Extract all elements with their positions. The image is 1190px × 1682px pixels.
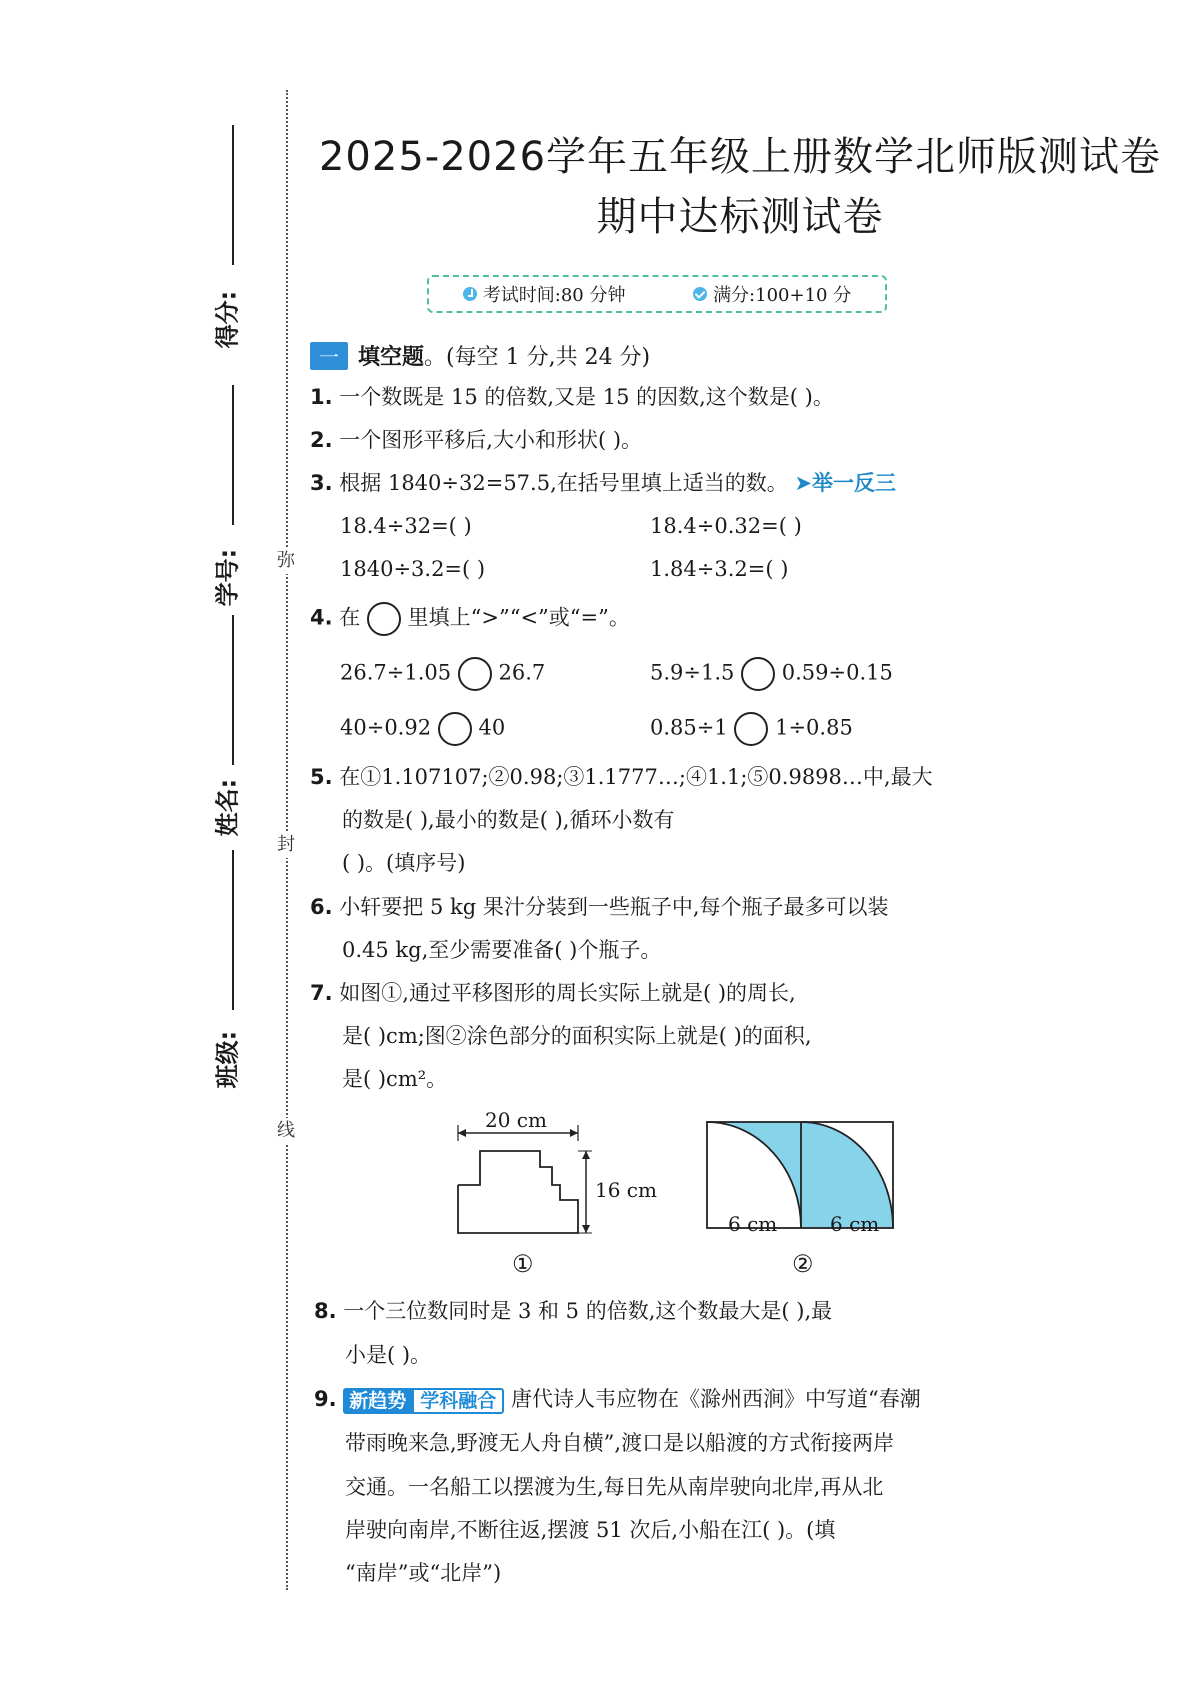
q5-line1: 在①1.107107;②0.98;③1.1777…;④1.1;⑤0.9898…中,最大: [339, 765, 933, 789]
q4-item-b: [650, 657, 893, 691]
q8-line1[interactable]: 一个三位数同时是 3 和 5 的倍数,这个数最大是( ),最: [343, 1299, 833, 1323]
score-label: 得分:: [213, 290, 242, 349]
fig2-left-label: 6 cm: [728, 1212, 778, 1236]
q8-line2[interactable]: 小是( )。: [345, 1343, 432, 1367]
question-number: 5.: [310, 765, 333, 789]
q6-line1: 小轩要把 5 kg 果汁分装到一些瓶子中,每个瓶子最多可以装: [339, 895, 889, 919]
full-score: [693, 281, 851, 307]
q4-a-right: 26.7: [498, 660, 546, 685]
question-number: 4.: [310, 605, 333, 630]
q4-d-left: 0.85÷1: [650, 715, 728, 740]
question-4: [310, 602, 630, 636]
question-1: [310, 382, 834, 412]
question-2: [310, 425, 642, 455]
fig1-arrowhead-right: [570, 1129, 578, 1137]
fig1-arrowhead-top: [582, 1151, 590, 1159]
subject-fusion-tag: 学科融合: [412, 1388, 504, 1414]
question-6: [310, 892, 889, 922]
q3-item-a[interactable]: 18.4÷32=( ): [340, 514, 472, 538]
fig2-right-label: 6 cm: [830, 1212, 880, 1236]
question-number: 9.: [314, 1387, 337, 1411]
q4-d-right: 1÷0.85: [775, 715, 853, 740]
q4-item-a: [340, 657, 545, 691]
question-7: [310, 978, 796, 1008]
question-number: 2.: [310, 428, 333, 452]
q4-b-left: 5.9÷1.5: [650, 660, 735, 685]
q4-c-right: 40: [478, 715, 506, 740]
q6-line2[interactable]: 0.45 kg,至少需要准备( )个瓶子。: [342, 938, 662, 962]
fig1-height-label: 16 cm: [595, 1178, 657, 1202]
fig1-arrowhead-bottom: [582, 1225, 590, 1233]
exam-time-text: 考试时间:80 分钟: [482, 285, 626, 306]
name-label: 姓名:: [213, 778, 242, 837]
seal-char-feng: 封: [273, 832, 299, 858]
section-title: 填空题: [358, 345, 425, 370]
page-title: 2025-2026学年五年级上册数学北师版测试卷: [318, 134, 1162, 180]
question-text-after: 里填上“>”“<”或“=”。: [407, 605, 630, 630]
question-3: [310, 468, 896, 498]
fig1-arrowhead-left: [458, 1129, 466, 1137]
score-line[interactable]: [232, 125, 234, 265]
q4-item-c: [340, 712, 505, 746]
full-score-text: 满分:100+10 分: [713, 285, 852, 306]
question-number: 6.: [310, 895, 333, 919]
fig1-label: ①: [512, 1250, 534, 1278]
student-number-label: 学号:: [213, 548, 242, 607]
question-text[interactable]: 一个图形平移后,大小和形状( )。: [339, 428, 643, 452]
q9-line1: 唐代诗人韦应物在《滁州西涧》中写道“春潮: [511, 1387, 921, 1411]
question-number: 8.: [314, 1299, 337, 1323]
check-icon: [693, 287, 707, 301]
q4-c-left: 40÷0.92: [340, 715, 432, 740]
section-note: 。(每空 1 分,共 24 分): [424, 345, 651, 370]
clock-icon: [463, 287, 477, 301]
q7-line2[interactable]: 是( )cm;图②涂色部分的面积实际上就是( )的面积,: [342, 1024, 812, 1048]
q3-item-d[interactable]: 1.84÷3.2=( ): [650, 557, 789, 581]
compare-circle-d[interactable]: [734, 712, 768, 746]
q9-line3: 交通。一名船工以摆渡为生,每日先从南岸驶向北岸,再从北: [345, 1475, 884, 1499]
student-number-line[interactable]: [232, 385, 234, 525]
question-text[interactable]: 一个数既是 15 的倍数,又是 15 的因数,这个数是( )。: [339, 385, 834, 409]
q4-b-right: 0.59÷0.15: [781, 660, 893, 685]
question-text: 根据 1840÷32=57.5,在括号里填上适当的数。: [339, 471, 788, 495]
section-header: [310, 340, 650, 371]
section-badge: 一: [310, 342, 348, 370]
exam-time: [463, 281, 626, 307]
compare-circle-c[interactable]: [438, 712, 472, 746]
compare-circle-b[interactable]: [741, 657, 775, 691]
name-line[interactable]: [232, 615, 234, 765]
seal-char-xian: 线: [273, 1118, 299, 1144]
question-8: [314, 1296, 832, 1326]
q5-line2[interactable]: 的数是( ),最小的数是( ),循环小数有: [342, 808, 675, 832]
question-number: 3.: [310, 471, 333, 495]
question-number: 7.: [310, 981, 333, 1005]
seal-char-mi: 弥: [273, 548, 299, 574]
q7-line1[interactable]: 如图①,通过平移图形的周长实际上就是( )的周长,: [339, 981, 796, 1005]
class-line[interactable]: [232, 850, 234, 1010]
q4-a-left: 26.7÷1.05: [340, 660, 452, 685]
fig1-width-label: 20 cm: [485, 1108, 547, 1132]
page-subtitle: 期中达标测试卷: [596, 194, 884, 240]
new-trend-tag: 新趋势: [343, 1388, 412, 1414]
q4-item-d: [650, 712, 853, 746]
compare-circle-example: [367, 602, 401, 636]
q9-line4[interactable]: 岸驶向南岸,不断往返,摆渡 51 次后,小船在江( )。(填: [345, 1518, 836, 1542]
question-9: [314, 1384, 921, 1414]
tip-link[interactable]: ➤举一反三: [794, 471, 897, 495]
q9-line2: 带雨晚来急,野渡无人舟自横”,渡口是以船渡的方式衔接两岸: [345, 1431, 895, 1455]
question-5: [310, 762, 933, 792]
fig2-label: ②: [792, 1250, 814, 1278]
q3-item-b[interactable]: 18.4÷0.32=( ): [650, 514, 802, 538]
question-text-before: 在: [339, 605, 361, 630]
q9-line5: “南岸”或“北岸”): [345, 1561, 502, 1585]
fig1-shape: [458, 1151, 578, 1233]
class-label: 班级:: [213, 1030, 242, 1089]
q7-line3[interactable]: 是( )cm²。: [342, 1067, 448, 1091]
q3-item-c[interactable]: 1840÷3.2=( ): [340, 557, 486, 581]
q5-line3[interactable]: ( )。(填序号): [342, 851, 466, 875]
exam-info-box: [427, 275, 887, 313]
question-number: 1.: [310, 385, 333, 409]
compare-circle-a[interactable]: [458, 657, 492, 691]
